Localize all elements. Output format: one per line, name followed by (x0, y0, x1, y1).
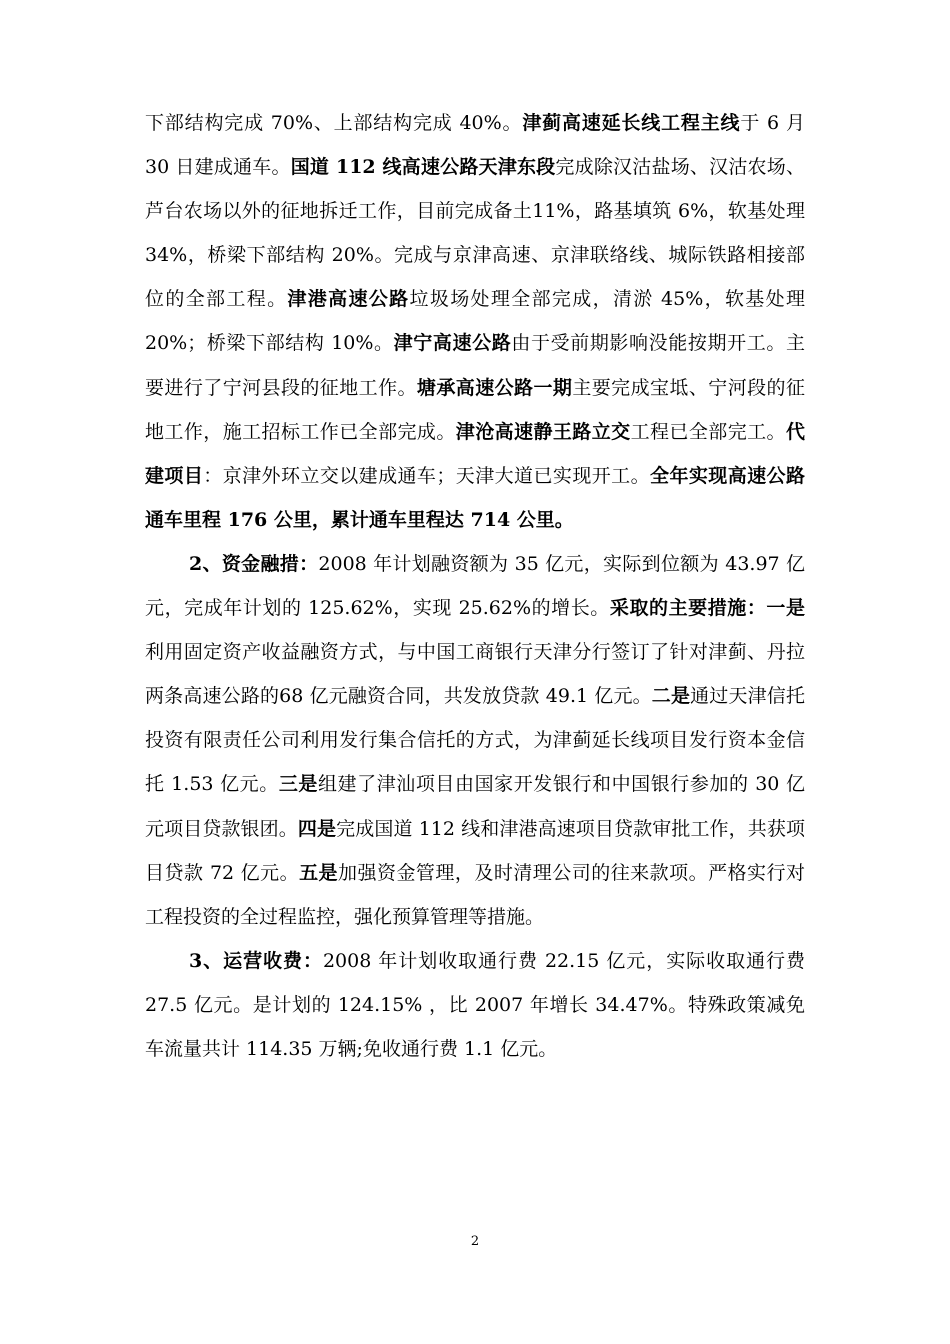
highlight-measure-five: 五是 (299, 861, 339, 884)
body-text (145, 101, 805, 1071)
highlight-jinji-extension: 津蓟高速延长线工程主线 (522, 112, 741, 134)
highlight-tangcheng-phase1: 塘承高速公路一期 (416, 376, 573, 399)
text-run: 下部结构完成 70%、上部结构完成 40%。 (145, 112, 523, 134)
highlight-agent-projects: 代建项目 (145, 420, 805, 487)
highlight-measure-two: 二是 (651, 685, 691, 708)
text-run: 垃圾场处理全部完成，清淤 45%，软基处理 20%；桥梁下部结构 10%。 (145, 288, 805, 355)
text-run: 工程已全部完工。 (630, 420, 786, 443)
text-run: ：京津外环立交以建成通车；天津大道已实现开工。 (203, 464, 651, 487)
text-run: 2008 年计划融资额为 35 亿元，实际到位额为 43.97 亿元，完成年计划的 125.62%，实现 25.62%的增长。 (145, 552, 805, 620)
paragraph-financing (145, 542, 805, 939)
text-run: 加强资金管理，及时清理公司的往来款项。严格实行对工程投资的全过程监控，强化预算管理等措施。 (145, 861, 805, 928)
text-run: 由于受前期影响没能按期开工。主要进行了宁河县段的征地工作。 (145, 332, 805, 399)
text-run: 2008 年计划收取通行费 22.15 亿元，实际收取通行费 27.5 亿元。是计划的 124.15% ，比 2007 年增长 34.47%。特殊政策减免车流量共计 114.35 万辆;免收通行费 1.1 亿元。 (145, 949, 805, 1060)
paragraph-toll-operations (145, 939, 805, 1071)
section-heading-toll-operations: 3、运营收费： (189, 949, 323, 972)
text-run: 完成国道 112 线和津港高速项目贷款审批工作，共获项目贷款 72 亿元。 (145, 817, 805, 884)
paragraph-construction-progress (145, 101, 805, 542)
text-run: 主要完成宝坻、宁河段的征地工作，施工招标工作已全部完成。 (145, 376, 805, 443)
text-run: 于 6 月 30 日建成通车。 (145, 112, 805, 179)
section-heading-financing: 2、资金融措： (189, 552, 319, 575)
highlight-jingang-expressway: 津港高速公路 (287, 288, 410, 311)
highlight-measure-four: 四是 (297, 817, 337, 840)
text-run: 利用固定资产收益融资方式，与中国工商银行天津分行签订了针对津蓟、丹拉两条高速公路的68 亿元融资合同，共发放贷款 49.1 亿元。 (145, 641, 805, 708)
text-run: 通过天津信托投资有限责任公司利用发行集合信托的方式，为津蓟延长线项目发行资本金信托 1.53 亿元。 (145, 685, 805, 796)
highlight-jincang-interchange: 津沧高速静王路立交 (455, 420, 631, 443)
text-run: 组建了津汕项目由国家开发银行和中国银行参加的 30 亿元项目贷款银团。 (145, 773, 805, 840)
page-number: 2 (470, 1234, 480, 1249)
text-run: 完成除汉沽盐场、汉沽农场、芦台农场以外的征地拆迁工作，目前完成备土11%，路基填筑 6%，软基处理 34%，桥梁下部结构 20%。完成与京津高速、京津联络线、城际铁路相接部位的全部工程。 (145, 156, 805, 311)
highlight-annual-mileage: 全年实现高速公路通车里程 176 公里，累计通车里程达 714 公里。 (145, 464, 805, 531)
highlight-g112-tianjin-east: 国道 112 线高速公路天津东段 (290, 156, 556, 179)
highlight-jinning-expressway: 津宁高速公路 (393, 332, 512, 355)
highlight-measure-three: 三是 (278, 773, 318, 796)
highlight-main-measures: 采取的主要措施：一是 (609, 597, 805, 620)
